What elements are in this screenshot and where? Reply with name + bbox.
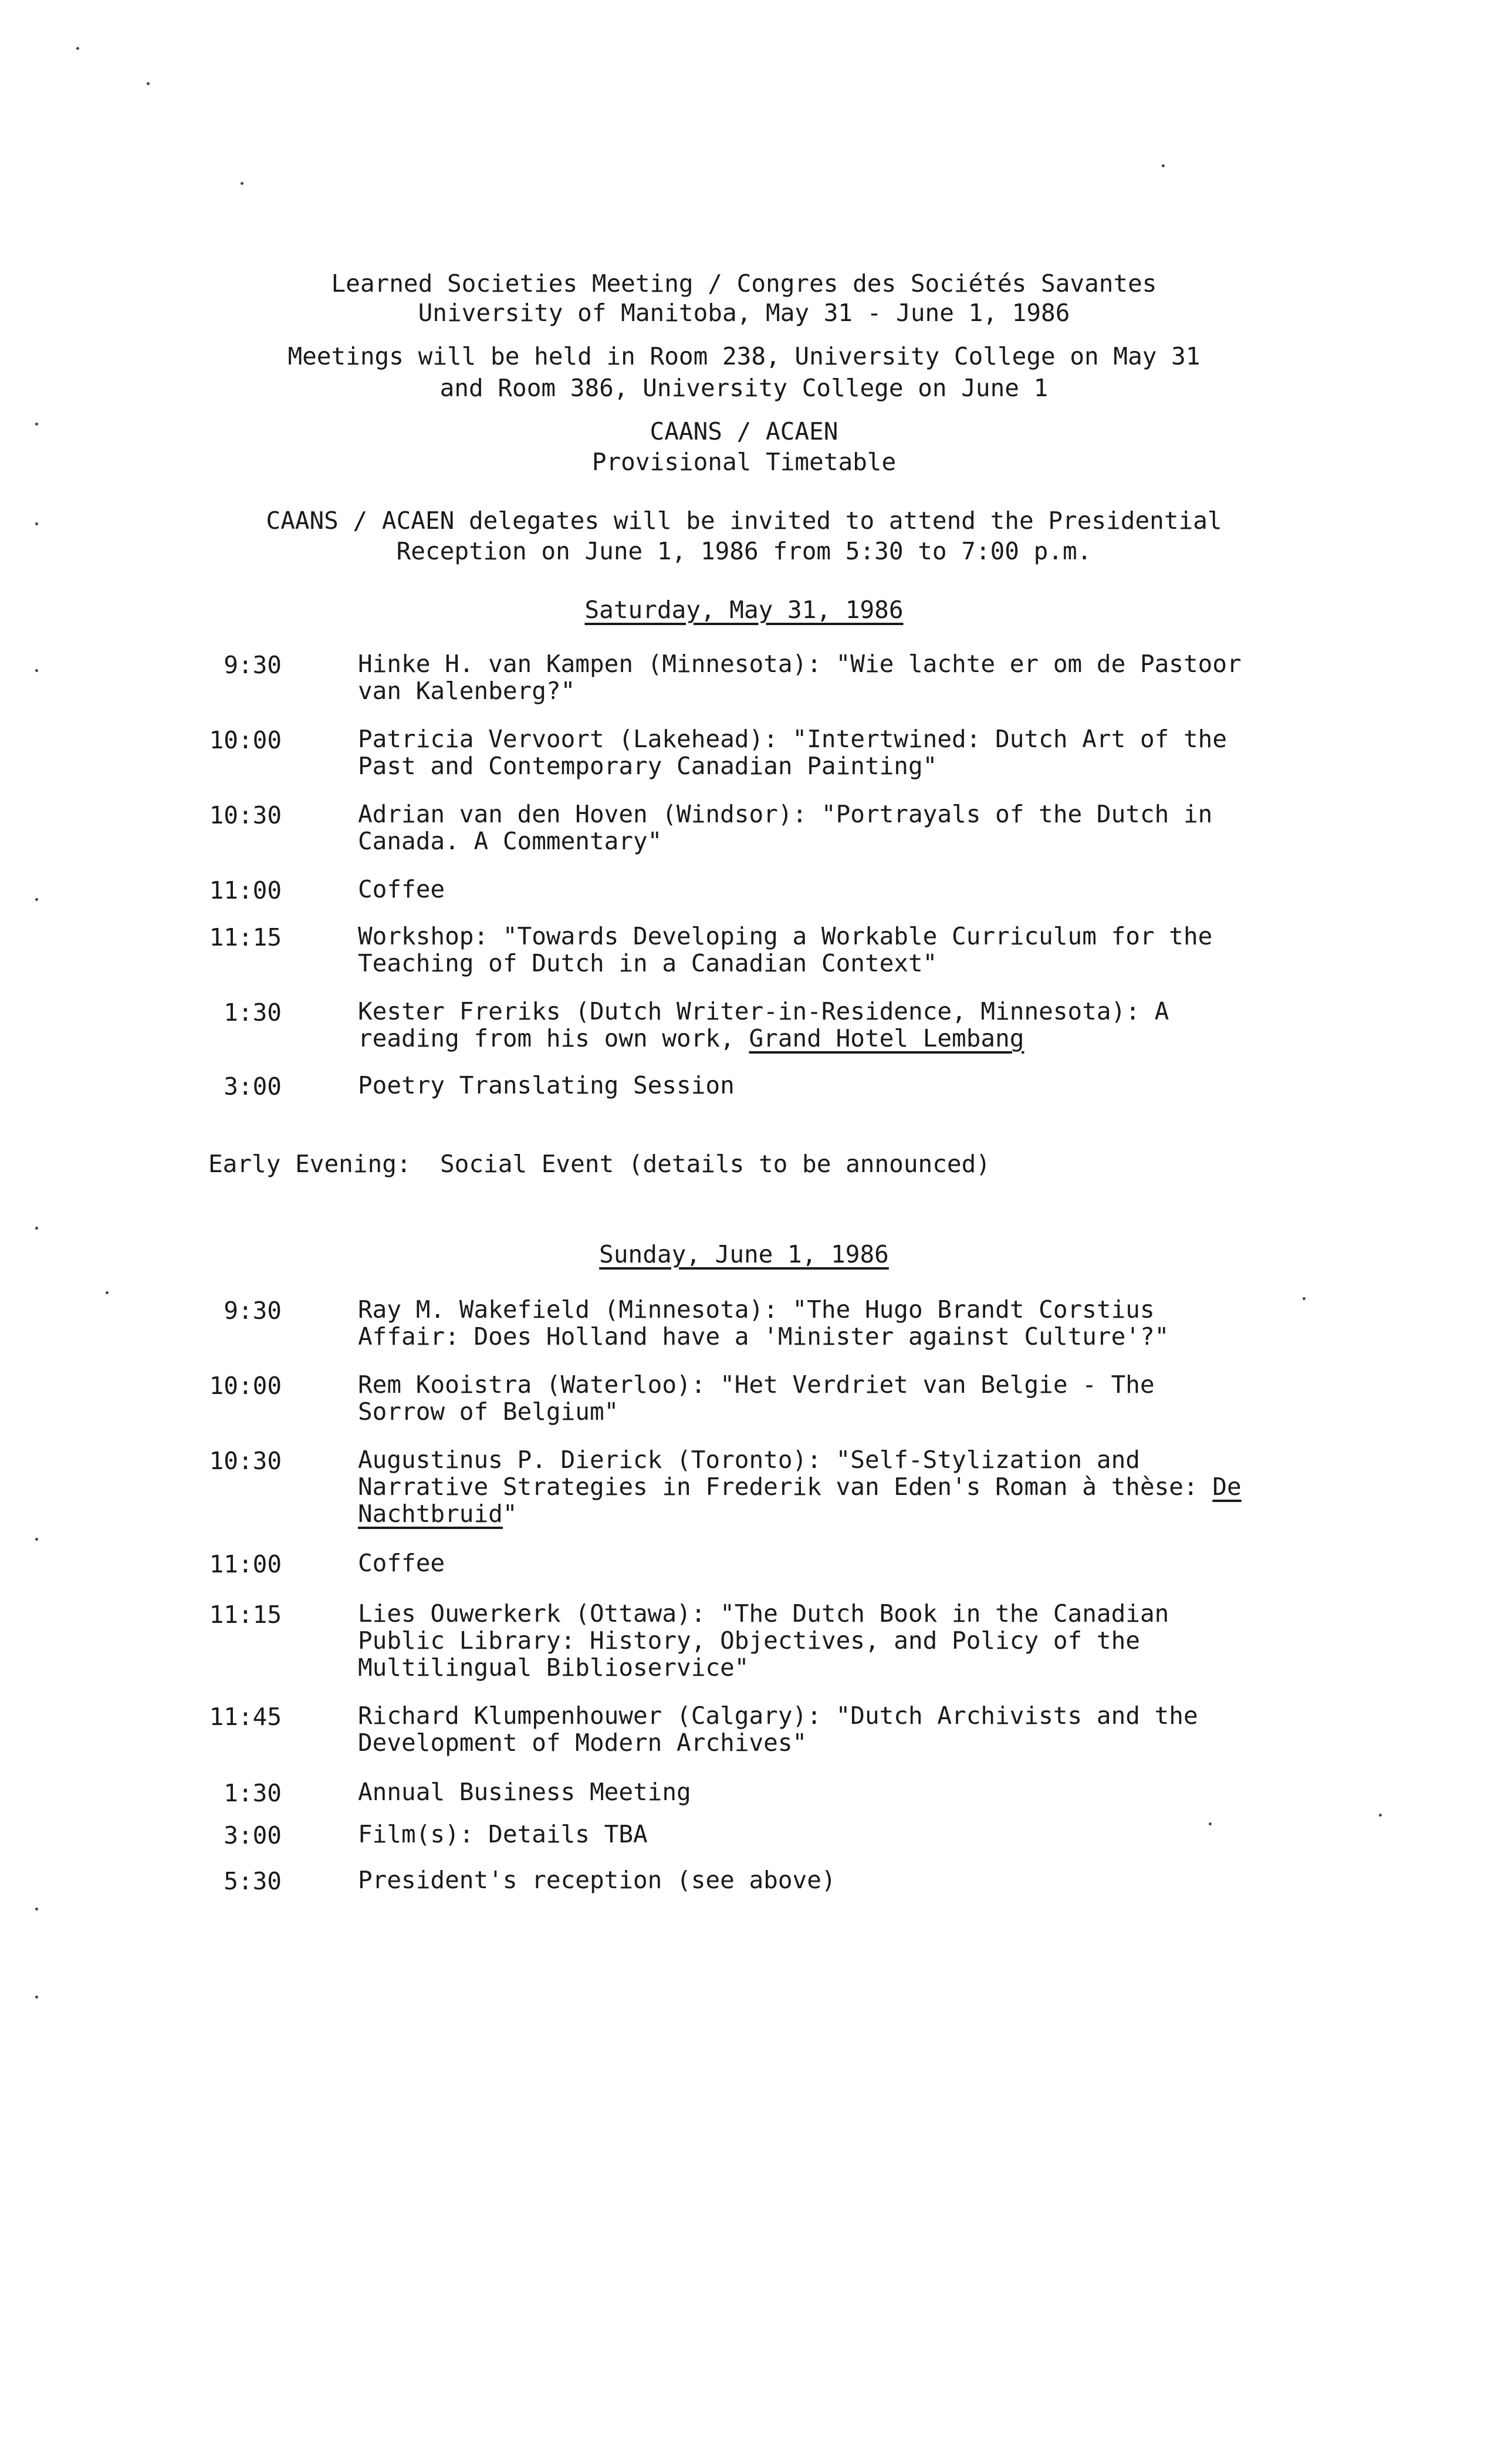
item-time: 3:00 — [224, 1072, 282, 1101]
book-title-part-1: De — [1212, 1473, 1242, 1501]
item-time: 1:30 — [224, 1779, 282, 1807]
item-description: Film(s): Details TBA — [358, 1820, 648, 1848]
item-description: Kester Freriks (Dutch Writer-in-Residence, Minnesota): A reading from his own work, Grand Hotel Lembang — [358, 997, 1169, 1052]
scan-speck — [1162, 164, 1165, 167]
item-description: Coffee — [358, 1549, 445, 1577]
item-description: Richard Klumpenhouwer (Calgary): "Dutch Archivists and the Development of Modern Archives" — [358, 1702, 1198, 1757]
item-time: 10:00 — [209, 1372, 282, 1400]
item-time: 10:30 — [209, 801, 282, 829]
scan-speck — [35, 1227, 38, 1230]
rooms-line-2: and Room 386, University College on June 1 — [439, 374, 1049, 402]
book-title-part-2: Nachtbruid — [358, 1500, 503, 1528]
organization-name: CAANS / ACAEN — [650, 417, 838, 445]
meeting-location-dates: University of Manitoba, May 31 - June 1, 1986 — [418, 299, 1070, 327]
scan-speck — [1303, 1297, 1306, 1300]
scan-speck — [35, 1538, 38, 1541]
scan-speck — [241, 182, 244, 185]
item-description: Adrian van den Hoven (Windsor): "Portrayals of the Dutch in Canada. A Commentary" — [358, 800, 1213, 855]
item-time: 1:30 — [224, 998, 282, 1027]
item-time: 5:30 — [224, 1867, 282, 1895]
scan-speck — [35, 423, 38, 426]
item-time: 9:30 — [224, 651, 282, 679]
item-time: 11:15 — [209, 923, 282, 951]
scan-speck — [147, 82, 150, 85]
item-description: Augustinus P. Dierick (Toronto): "Self-Stylization and Narrative Strategies in Frederik van Eden's Roman à thèse: De Nachtbruid" — [358, 1446, 1242, 1528]
scan-speck — [35, 1996, 38, 1999]
scan-speck — [76, 47, 79, 50]
item-description: Annual Business Meeting — [358, 1778, 691, 1806]
item-description: Poetry Translating Session — [358, 1071, 735, 1099]
scan-speck — [35, 1908, 38, 1911]
item-time: 10:30 — [209, 1447, 282, 1475]
item-time: 11:45 — [209, 1703, 282, 1731]
item-time: 10:00 — [209, 726, 282, 754]
book-title: Grand Hotel Lembang — [749, 1024, 1024, 1052]
scan-speck — [1209, 1822, 1212, 1825]
meeting-title: Learned Societies Meeting / Congres des Sociétés Savantes — [331, 269, 1157, 298]
item-time: 11:15 — [209, 1601, 282, 1629]
item-time: 9:30 — [224, 1297, 282, 1325]
scan-speck — [35, 522, 38, 525]
scan-speck — [1379, 1814, 1382, 1817]
reception-note-line-1: CAANS / ACAEN delegates will be invited to attend the Presidential — [266, 507, 1222, 535]
sunday-heading: Sunday, June 1, 1986 — [599, 1240, 889, 1268]
scan-speck — [106, 1291, 109, 1294]
item-time: 11:00 — [209, 876, 282, 904]
item-time: 3:00 — [224, 1821, 282, 1849]
scan-speck — [35, 669, 38, 672]
item-time: 11:00 — [209, 1550, 282, 1578]
early-evening-line: Early Evening: Social Event (details to be announced) — [208, 1150, 990, 1178]
item-description: President's reception (see above) — [358, 1866, 836, 1894]
item-description: Patricia Vervoort (Lakehead): "Intertwined: Dutch Art of the Past and Contemporary Canadian Painting" — [358, 725, 1227, 780]
item-description: Ray M. Wakefield (Minnesota): "The Hugo Brandt Corstius Affair: Does Holland have a 'Minister against Culture'?" — [358, 1295, 1169, 1351]
reception-note-line-2: Reception on June 1, 1986 from 5:30 to 7:00 p.m. — [396, 537, 1092, 565]
item-description: Rem Kooistra (Waterloo): "Het Verdriet van Belgie - The Sorrow of Belgium" — [358, 1371, 1155, 1426]
timetable-title: Provisional Timetable — [591, 448, 897, 476]
rooms-line-1: Meetings will be held in Room 238, University College on May 31 — [288, 342, 1200, 370]
item-description: Lies Ouwerkerk (Ottawa): "The Dutch Book in the Canadian Public Library: History, Objectives, and Policy of the Multilingual Biblioservice" — [358, 1599, 1169, 1682]
saturday-heading: Saturday, May 31, 1986 — [584, 596, 904, 624]
item-description: Workshop: "Towards Developing a Workable Curriculum for the Teaching of Dutch in a Canadian Context" — [358, 922, 1213, 977]
item-description: Hinke H. van Kampen (Minnesota): "Wie lachte er om de Pastoor van Kalenberg?" — [358, 650, 1242, 705]
item-description: Coffee — [358, 875, 445, 903]
scan-speck — [35, 898, 38, 901]
